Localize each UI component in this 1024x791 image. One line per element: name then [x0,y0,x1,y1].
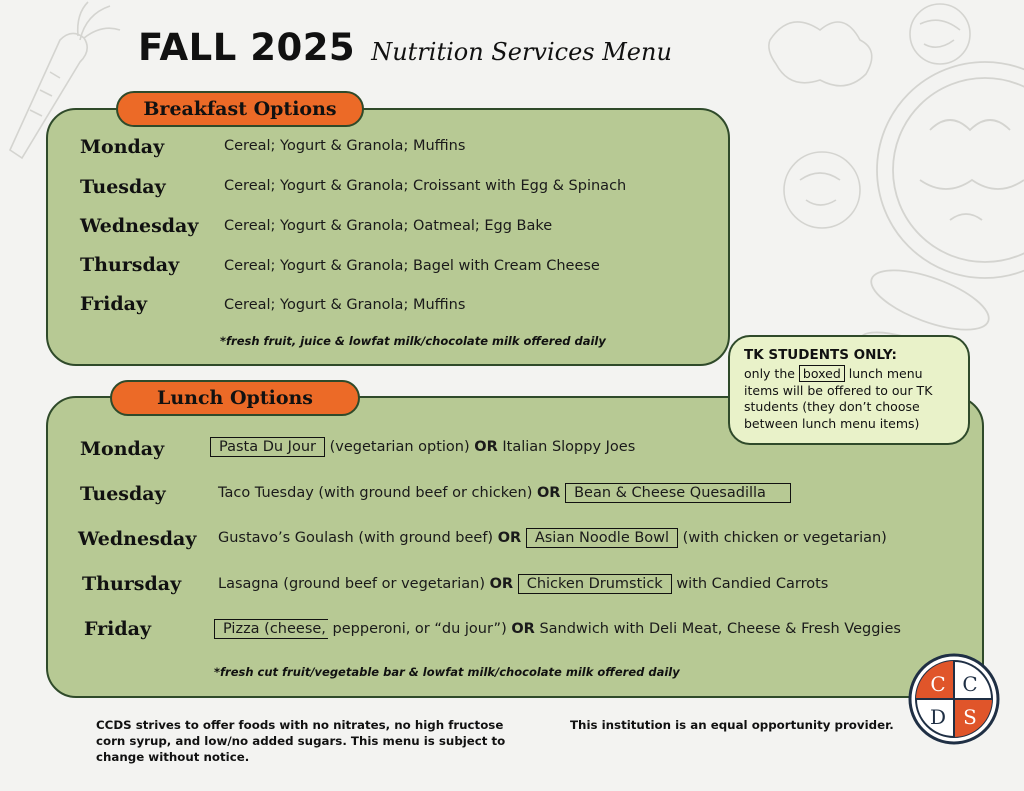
lunch-menu-wednesday [218,530,887,546]
breakfast-day-tuesday: Tuesday [80,176,166,198]
menu-text: (vegetarian option) [329,439,470,455]
lunch-menu-monday [210,439,635,455]
tk-title: TK STUDENTS ONLY: [744,347,897,363]
vegetable-sketch-icon [769,4,970,228]
or-label: OR [497,530,522,546]
breakfast-note: *fresh fruit, juice & lowfat milk/chocolate milk offered daily [220,334,606,348]
footer-disclaimer: CCDS strives to offer foods with no nitrates, no high fructose corn syrup, and low/no added sugars. This menu is subject to change without notice. [96,718,506,764]
tk-text: only the [744,366,795,381]
menu-text: Lasagna (ground beef or vegetarian) [218,576,485,592]
menu-text: pepperoni, or “du jour”) [332,621,507,637]
lunch-day-monday: Monday [80,438,165,460]
lunch-heading: Lunch Options [110,380,360,416]
boxed-item: Chicken Drumstick [518,574,672,594]
menu-text: Sandwich with Deli Meat, Cheese & Fresh Veggies [539,621,901,637]
breakfast-day-monday: Monday [80,136,165,158]
ccds-logo [908,653,1000,745]
tk-text: lunch menu items will be offered to our TK students (they don’t choose between lunch menu items) [744,366,933,431]
boxed-item: Pizza (cheese, [214,619,328,639]
page-header [138,26,672,69]
boxed-item: Bean & Cheese Quesadilla [565,483,791,503]
breakfast-menu-monday: Cereal; Yogurt & Granola; Muffins [224,138,466,154]
footer-equal-opportunity: This institution is an equal opportunity provider. [570,718,894,732]
menu-text: (with chicken or vegetarian) [682,530,887,546]
breakfast-day-wednesday: Wednesday [80,215,199,237]
breakfast-day-friday: Friday [80,293,148,315]
breakfast-menu-tuesday: Cereal; Yogurt & Granola; Croissant with Egg & Spinach [224,178,627,194]
logo-letter: D [929,705,947,729]
lunch-day-wednesday: Wednesday [78,528,197,550]
tk-boxed-word: boxed [799,365,845,382]
breakfast-menu-friday: Cereal; Yogurt & Granola; Muffins [224,297,466,313]
breakfast-menu-thursday: Cereal; Yogurt & Granola; Bagel with Cream Cheese [224,258,600,274]
breakfast-heading: Breakfast Options [116,91,364,127]
logo-letter: C [962,672,978,696]
logo-letter: S [963,705,977,729]
or-label: OR [511,621,535,637]
lunch-day-tuesday: Tuesday [80,483,166,505]
lunch-day-thursday: Thursday [82,573,182,595]
menu-text: Gustavo’s Goulash (with ground beef) [218,530,494,546]
or-label: OR [489,576,514,592]
boxed-item: Asian Noodle Bowl [526,528,678,548]
menu-text: Taco Tuesday (with ground beef or chicken) [218,485,533,501]
or-label: OR [474,439,498,455]
lunch-day-friday: Friday [84,618,152,640]
breakfast-menu-wednesday: Cereal; Yogurt & Granola; Oatmeal; Egg Bake [224,218,553,234]
page-subtitle: Nutrition Services Menu [371,38,672,66]
logo-letter: C [930,672,946,696]
menu-text: Italian Sloppy Joes [502,439,636,455]
menu-text: with Candied Carrots [676,576,829,592]
lunch-note: *fresh cut fruit/vegetable bar & lowfat milk/chocolate milk offered daily [214,665,680,679]
tk-students-callout [728,335,970,445]
boxed-item: Pasta Du Jour [210,437,325,457]
lunch-menu-tuesday [218,485,791,501]
lunch-menu-friday [214,621,901,637]
bowl-sketch-icon [858,62,1024,370]
page-title: FALL 2025 [138,26,356,69]
breakfast-day-thursday: Thursday [80,254,180,276]
or-label: OR [536,485,561,501]
lunch-menu-thursday [218,576,828,592]
tk-body [744,366,954,432]
